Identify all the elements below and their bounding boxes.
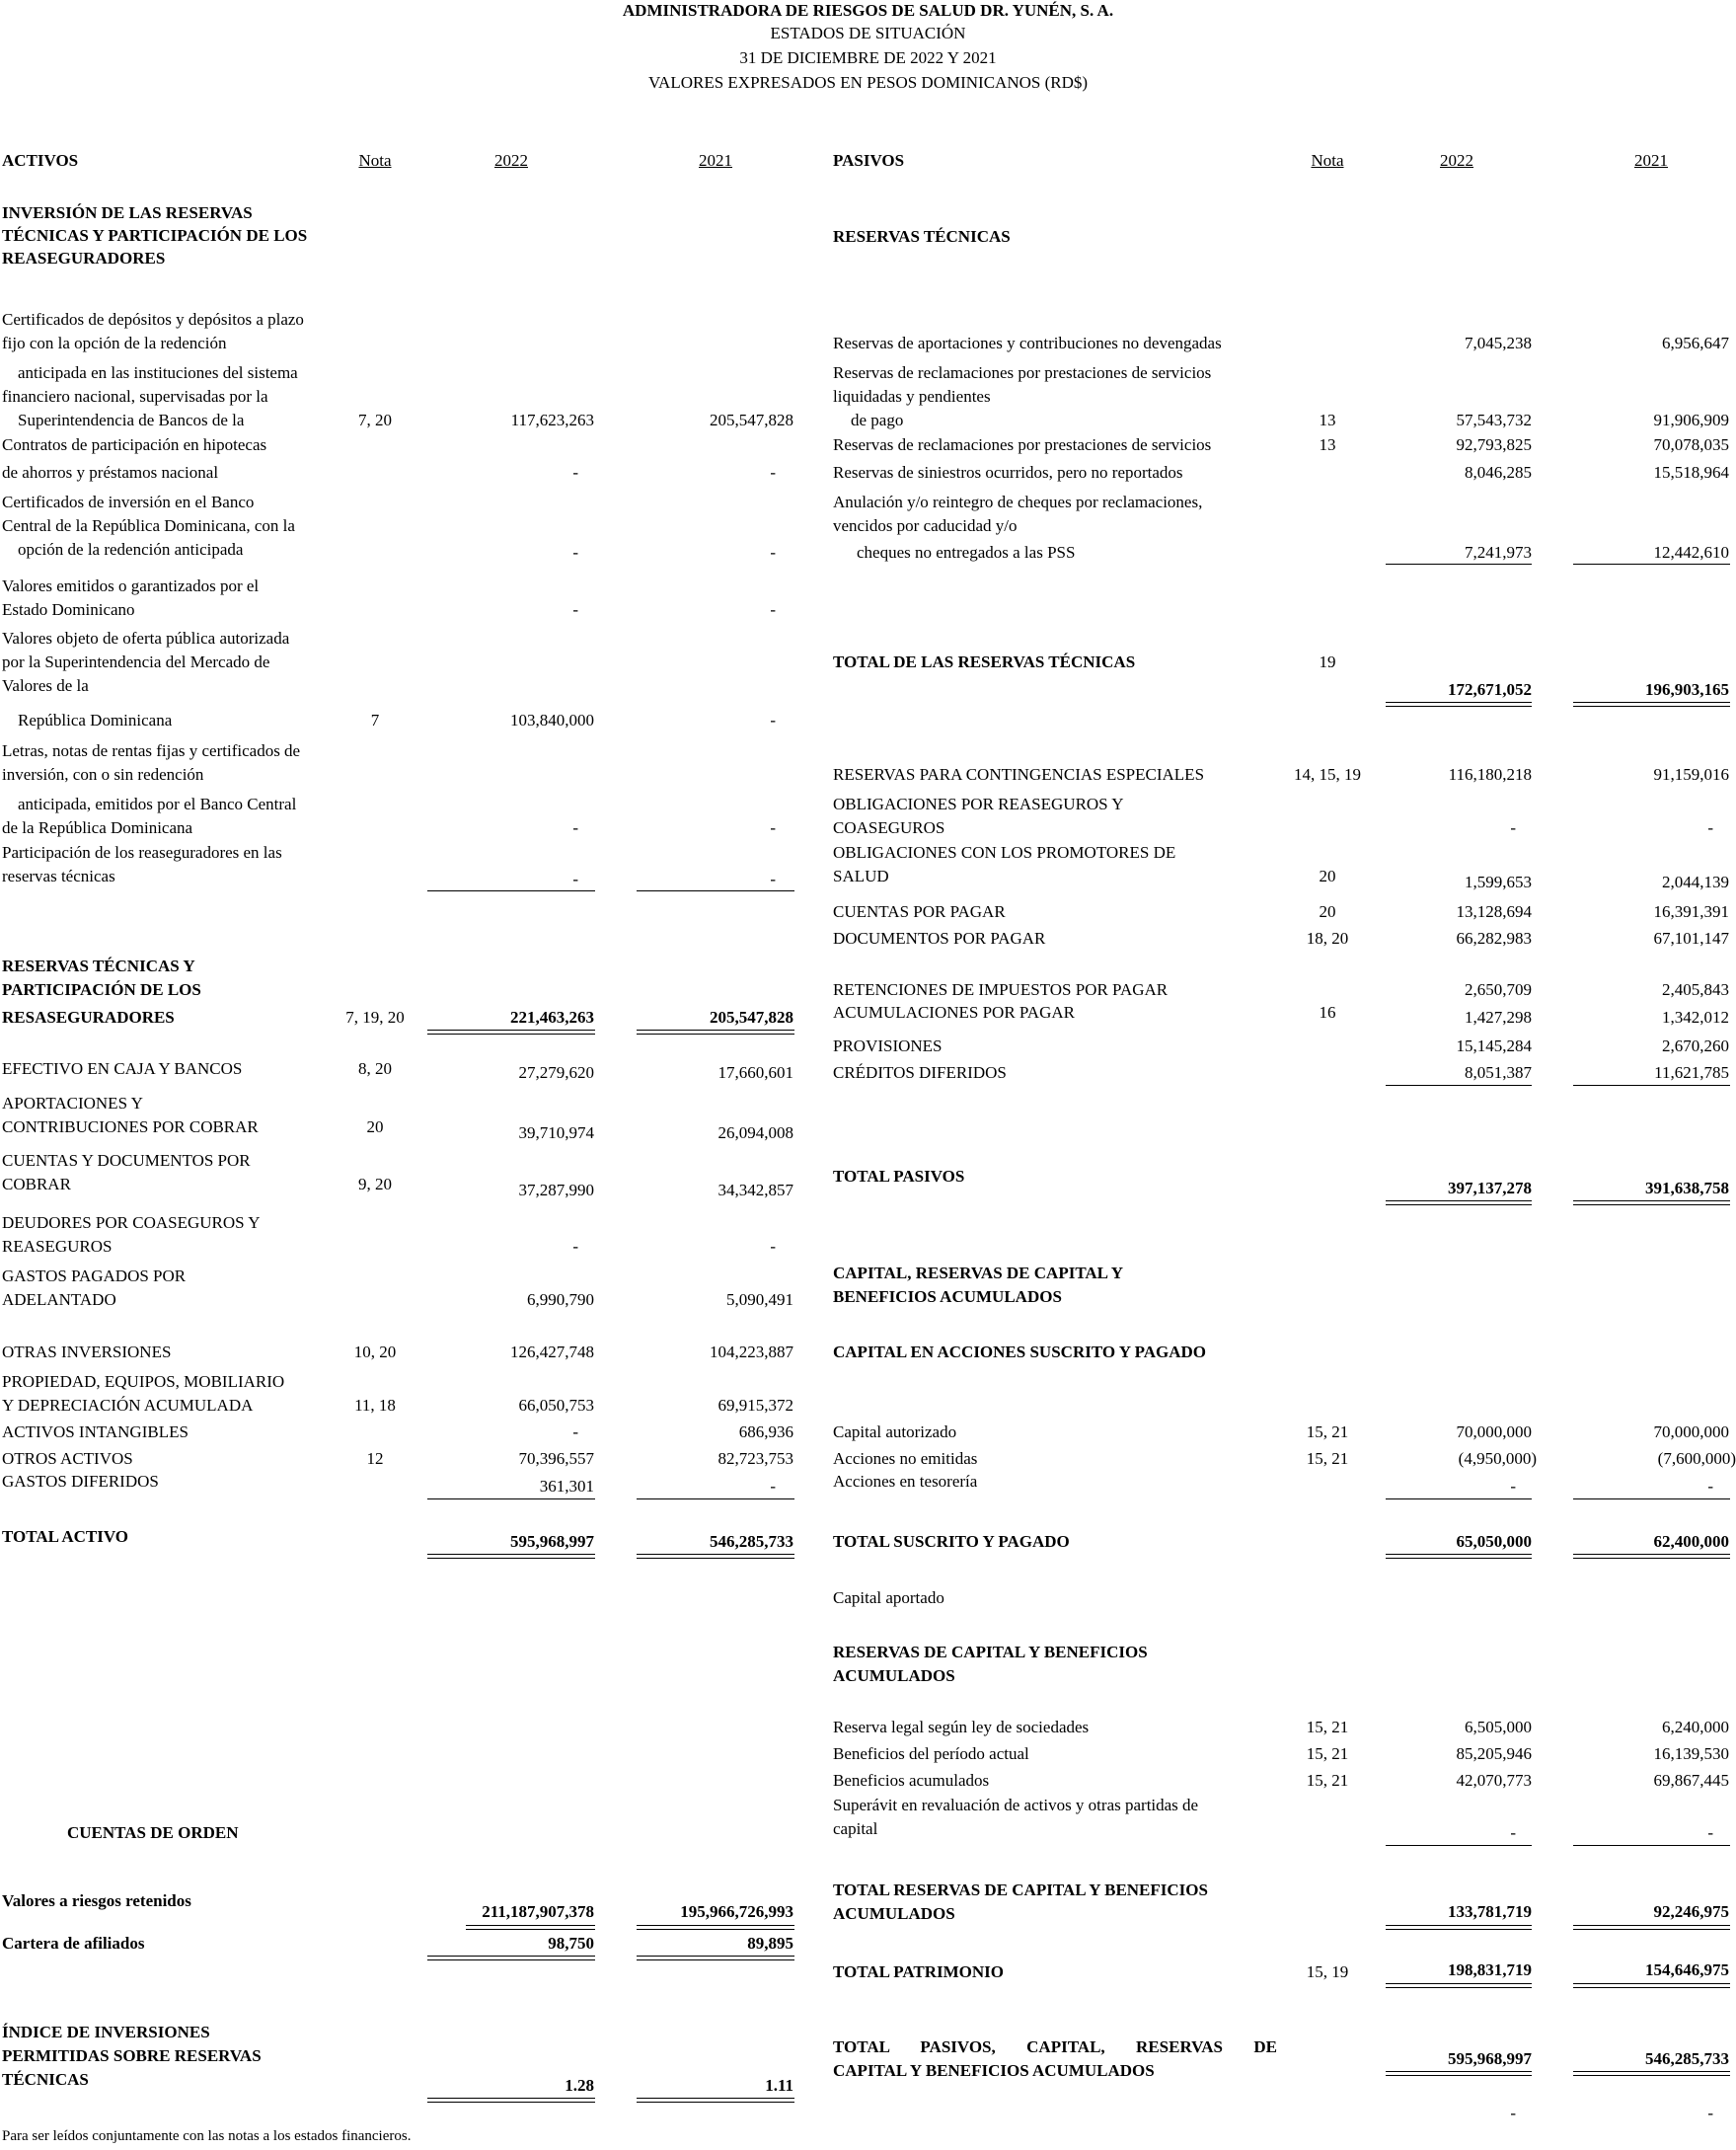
capital-autorizado-label: Capital autorizado: [833, 1422, 957, 1441]
acciones-no-emitidas-2021: (7,600,000): [1657, 1449, 1736, 1468]
reservas-capital-heading: ACUMULADOS: [833, 1666, 955, 1685]
cuentas-pagar-2021: 16,391,391: [1653, 902, 1729, 921]
total-reservas-2022: 133,781,719: [1448, 1902, 1532, 1921]
acciones-tesoreria-2022: -: [1510, 1477, 1516, 1496]
gastos-pagados-label: ADELANTADO: [2, 1290, 116, 1309]
subtotal-line: [1386, 1085, 1532, 1086]
res-reclamaciones-nota: 13: [1319, 411, 1336, 429]
cert-bc-2021: -: [770, 543, 776, 562]
anulacion-2022: 7,241,973: [1465, 543, 1532, 562]
rt-total-2021: 205,547,828: [710, 1008, 793, 1027]
deudores-2022: -: [572, 1237, 578, 1256]
total-double-line: [427, 2098, 595, 2103]
valores-estado-2021: -: [770, 600, 776, 619]
valores-riesgo-2021: 195,966,726,993: [680, 1902, 793, 1921]
res-aportaciones-label: Reservas de aportaciones y contribuciones no devengadas: [833, 334, 1222, 352]
res-aportaciones-2021: 6,956,647: [1662, 334, 1729, 352]
otros-activos-label: OTROS ACTIVOS: [2, 1449, 133, 1468]
otros-activos-nota: 12: [366, 1449, 384, 1468]
valores-estado-2022: -: [572, 600, 578, 619]
rt-total-2022: 221,463,263: [510, 1008, 594, 1027]
retenciones-label: RETENCIONES DE IMPUESTOS POR PAGAR: [833, 980, 1169, 999]
indice-label: ÍNDICE DE INVERSIONES: [2, 2023, 210, 2041]
total-double-line: [427, 1956, 595, 1960]
acciones-no-emitidas-2022: (4,950,000): [1458, 1449, 1537, 1468]
letras-2021: -: [770, 818, 776, 837]
left-col-2022: 2022: [494, 151, 528, 170]
otros-activos-2022: 70,396,557: [518, 1449, 594, 1468]
rt-total-label: PARTICIPACIÓN DE LOS: [2, 980, 201, 999]
subtotal-line: [1386, 564, 1532, 565]
letras-label: de la República Dominicana: [2, 818, 193, 837]
cert-bc-label: opción de la redención anticipada: [18, 540, 244, 559]
total-rt-label: TOTAL DE LAS RESERVAS TÉCNICAS: [833, 653, 1136, 671]
cartera-2022: 98,750: [548, 1934, 594, 1953]
superavit-2021: -: [1707, 1823, 1713, 1842]
indice-label: TÉCNICAS: [2, 2070, 89, 2089]
indice-label: PERMITIDAS SOBRE RESERVAS: [2, 2046, 262, 2065]
total-pasivos-capital-2022: 595,968,997: [1448, 2049, 1532, 2068]
oferta-publica-label: Valores de la: [2, 676, 89, 695]
total-pasivos-capital-2021: 546,285,733: [1645, 2049, 1729, 2068]
anulacion-2021: 12,442,610: [1653, 543, 1729, 562]
efectivo-2021: 17,660,601: [717, 1063, 793, 1082]
reservas-capital-heading: RESERVAS DE CAPITAL Y BENEFICIOS: [833, 1643, 1148, 1661]
capital-autorizado-nota: 15, 21: [1306, 1422, 1349, 1441]
final-2022: -: [1510, 2104, 1516, 2122]
documentos-pagar-2021: 67,101,147: [1653, 929, 1729, 948]
cert-dep-label: financiero nacional, supervisadas por la: [2, 387, 268, 406]
gastos-pagados-2022: 6,990,790: [527, 1290, 594, 1309]
rt-total-label: RESASEGURADORES: [2, 1008, 175, 1027]
beneficios-periodo-label: Beneficios del período actual: [833, 1744, 1029, 1763]
oblig-promotores-label: SALUD: [833, 867, 889, 885]
retenciones-2022: 2,650,709: [1465, 980, 1532, 999]
oblig-promotores-label: OBLIGACIONES CON LOS PROMOTORES DE: [833, 843, 1176, 862]
acumulaciones-nota: 16: [1319, 1003, 1336, 1022]
res-siniestros-label: Reservas de siniestros ocurridos, pero no reportados: [833, 463, 1183, 482]
total-patrimonio-nota: 15, 19: [1306, 1962, 1349, 1981]
propiedad-label: PROPIEDAD, EQUIPOS, MOBILIARIO: [2, 1372, 285, 1391]
right-col-2022: 2022: [1440, 151, 1473, 170]
capital-heading: CAPITAL, RESERVAS DE CAPITAL Y: [833, 1264, 1123, 1282]
total-rt-2021: 196,903,165: [1645, 680, 1729, 699]
provisiones-2021: 2,670,260: [1662, 1037, 1729, 1055]
indice-2021: 1.11: [765, 2076, 793, 2095]
valores-estado-label: Valores emitidos o garantizados por el: [2, 576, 260, 595]
activos-heading: ACTIVOS: [2, 151, 79, 170]
cuentas-pagar-nota: 20: [1319, 902, 1336, 921]
contingencias-nota: 14, 15, 19: [1294, 765, 1361, 784]
provisiones-2022: 15,145,284: [1456, 1037, 1532, 1055]
cuentas-cobrar-nota: 9, 20: [358, 1175, 392, 1193]
cert-dep-2022: 117,623,263: [510, 411, 594, 429]
total-patrimonio-2021: 154,646,975: [1645, 1960, 1729, 1979]
cert-dep-2021: 205,547,828: [710, 411, 793, 429]
oferta-publica-2021: -: [770, 711, 776, 729]
acciones-no-emitidas-nota: 15, 21: [1306, 1449, 1349, 1468]
total-activo-2021: 546,285,733: [710, 1532, 793, 1551]
res-reclamaciones-label: de pago: [851, 411, 904, 429]
anulacion-label: vencidos por caducidad y/o: [833, 516, 1018, 535]
cuentas-cobrar-label: CUENTAS Y DOCUMENTOS POR: [2, 1151, 251, 1170]
res-siniestros-2021: 15,518,964: [1653, 463, 1729, 482]
total-rt-2022: 172,671,052: [1448, 680, 1532, 699]
subtotal-line: [1386, 1845, 1532, 1846]
cuentas-pagar-label: CUENTAS POR PAGAR: [833, 902, 1006, 921]
anulacion-label: Anulación y/o reintegro de cheques por reclamaciones,: [833, 493, 1203, 511]
capital-acciones-heading: CAPITAL EN ACCIONES SUSCRITO Y PAGADO: [833, 1343, 1207, 1361]
propiedad-2022: 66,050,753: [518, 1396, 594, 1415]
acciones-tesoreria-label: Acciones en tesorería: [833, 1472, 978, 1491]
total-suscrito-2022: 65,050,000: [1456, 1532, 1532, 1551]
total-double-line: [637, 1956, 794, 1960]
hipotecas-2021: -: [770, 463, 776, 482]
total-reservas-label: ACUMULADOS: [833, 1904, 955, 1923]
reserva-legal-2022: 6,505,000: [1465, 1718, 1532, 1736]
oferta-publica-label: República Dominicana: [18, 711, 173, 729]
anulacion-label: cheques no entregados a las PSS: [857, 543, 1076, 562]
total-rt-nota: 19: [1319, 653, 1336, 671]
oferta-publica-label: por la Superintendencia del Mercado de: [2, 653, 270, 671]
gastos-diferidos-2022: 361,301: [539, 1477, 594, 1496]
beneficios-acumulados-2021: 69,867,445: [1653, 1771, 1729, 1790]
cartera-2021: 89,895: [747, 1934, 793, 1953]
res-reclamaciones-2022: 57,543,732: [1456, 411, 1532, 429]
creditos-diferidos-2022: 8,051,387: [1465, 1063, 1532, 1082]
res-reclamaciones-label: liquidadas y pendientes: [833, 387, 991, 406]
hipotecas-label: Contratos de participación en hipotecas: [2, 435, 267, 454]
cuentas-cobrar-2022: 37,287,990: [518, 1181, 594, 1199]
participacion-2022: -: [572, 870, 578, 888]
statement-title: ESTADOS DE SITUACIÓN: [770, 24, 966, 42]
gastos-pagados-label: GASTOS PAGADOS POR: [2, 1267, 187, 1285]
cert-bc-2022: -: [572, 543, 578, 562]
cert-dep-label: Superintendencia de Bancos de la: [18, 411, 245, 429]
subtotal-line: [1573, 1845, 1730, 1846]
oblig-promotores-2021: 2,044,139: [1662, 873, 1729, 891]
valores-estado-label: Estado Dominicano: [2, 600, 135, 619]
total-double-line: [1573, 1925, 1730, 1930]
gastos-pagados-2021: 5,090,491: [726, 1290, 793, 1309]
creditos-diferidos-2021: 11,621,785: [1654, 1063, 1729, 1082]
total-double-line: [637, 1925, 794, 1930]
superavit-label: capital: [833, 1819, 878, 1838]
reserva-legal-label: Reserva legal según ley de sociedades: [833, 1718, 1090, 1736]
valores-riesgo-2022: 211,187,907,378: [482, 1902, 594, 1921]
total-double-line: [1386, 1200, 1532, 1205]
participacion-2021: -: [770, 870, 776, 888]
subtotal-line: [637, 1498, 794, 1499]
statement-date: 31 DE DICIEMBRE DE 2022 Y 2021: [739, 48, 997, 67]
total-suscrito-2021: 62,400,000: [1653, 1532, 1729, 1551]
contingencias-2021: 91,159,016: [1653, 765, 1729, 784]
cuentas-cobrar-label: COBRAR: [2, 1175, 71, 1193]
intangibles-2022: -: [572, 1422, 578, 1441]
efectivo-2022: 27,279,620: [518, 1063, 594, 1082]
hipotecas-label: de ahorros y préstamos nacional: [2, 463, 219, 482]
acciones-tesoreria-2021: -: [1707, 1477, 1713, 1496]
contingencias-label: RESERVAS PARA CONTINGENCIAS ESPECIALES: [833, 765, 1205, 784]
letras-label: Letras, notas de rentas fijas y certificados de: [2, 741, 301, 760]
final-2021: -: [1707, 2104, 1713, 2122]
total-double-line: [1573, 702, 1730, 707]
participacion-label: reservas técnicas: [2, 867, 115, 885]
res-reclamaciones-2021: 91,906,909: [1653, 411, 1729, 429]
total-pasivos-2021: 391,638,758: [1645, 1179, 1729, 1197]
cert-dep-label: fijo con la opción de la redención: [2, 334, 227, 352]
total-double-line: [1573, 1554, 1730, 1559]
subtotal-line: [427, 890, 595, 891]
total-reservas-2021: 92,246,975: [1653, 1902, 1729, 1921]
currency-note: VALORES EXPRESADOS EN PESOS DOMINICANOS (RD$): [647, 73, 1089, 92]
superavit-label: Superávit en revaluación de activos y otras partidas de: [833, 1796, 1199, 1814]
otras-inversiones-label: OTRAS INVERSIONES: [2, 1343, 172, 1361]
oblig-reaseguros-2022: -: [1510, 818, 1516, 837]
total-double-line: [1573, 2071, 1730, 2076]
intangibles-2021: 686,936: [738, 1422, 793, 1441]
res-servicios-2022: 92,793,825: [1456, 435, 1532, 454]
deudores-2021: -: [770, 1237, 776, 1256]
total-activo-2022: 595,968,997: [510, 1532, 594, 1551]
oferta-publica-nota: 7: [370, 711, 380, 729]
reserva-legal-nota: 15, 21: [1306, 1718, 1349, 1736]
oblig-promotores-2022: 1,599,653: [1465, 873, 1532, 891]
right-col-nota: Nota: [1311, 151, 1344, 170]
cert-bc-label: Certificados de inversión en el Banco: [2, 493, 255, 511]
valores-riesgo-label: Valores a riesgos retenidos: [2, 1891, 191, 1910]
cert-bc-label: Central de la República Dominicana, con la: [2, 516, 295, 535]
left-col-nota: Nota: [358, 151, 392, 170]
capital-heading: BENEFICIOS ACUMULADOS: [833, 1287, 1062, 1306]
subtotal-line: [1573, 564, 1730, 565]
total-double-line: [1386, 1983, 1532, 1988]
acumulaciones-2021: 1,342,012: [1662, 1008, 1729, 1027]
participacion-label: Participación de los reaseguradores en las: [2, 843, 282, 862]
acciones-no-emitidas-label: Acciones no emitidas: [833, 1449, 978, 1468]
propiedad-label: Y DEPRECIACIÓN ACUMULADA: [2, 1396, 254, 1415]
oblig-reaseguros-label: OBLIGACIONES POR REASEGUROS Y: [833, 795, 1124, 813]
gastos-diferidos-2021: -: [770, 1477, 776, 1496]
subtotal-line: [1573, 1085, 1730, 1086]
inversion-section-title: INVERSIÓN DE LAS RESERVAS TÉCNICAS Y PARTICIPACIÓN DE LOS REASEGURADORES: [2, 203, 308, 268]
total-double-line: [427, 1030, 595, 1035]
res-servicios-label: Reservas de reclamaciones por prestaciones de servicios: [833, 435, 1212, 454]
total-patrimonio-label: TOTAL PATRIMONIO: [833, 1962, 1005, 1981]
total-pasivos-capital-label: CAPITAL Y BENEFICIOS ACUMULADOS: [833, 2061, 1155, 2080]
subtotal-line: [637, 890, 794, 891]
acumulaciones-2022: 1,427,298: [1465, 1008, 1532, 1027]
subtotal-line: [1573, 1498, 1730, 1499]
subtotal-line: [427, 1498, 595, 1499]
total-double-line: [1386, 702, 1532, 707]
total-double-line: [1386, 2071, 1532, 2076]
total-double-line: [466, 1925, 595, 1930]
total-double-line: [637, 2098, 794, 2103]
aportaciones-cobrar-2022: 39,710,974: [518, 1123, 594, 1142]
total-double-line: [1573, 1200, 1730, 1205]
total-suscrito-label: TOTAL SUSCRITO Y PAGADO: [833, 1532, 1070, 1551]
res-siniestros-2022: 8,046,285: [1465, 463, 1532, 482]
total-double-line: [1573, 1983, 1730, 1988]
left-col-2021: 2021: [699, 151, 732, 170]
oferta-publica-2022: 103,840,000: [510, 711, 594, 729]
reservas-tecnicas-heading: RESERVAS TÉCNICAS: [833, 227, 1011, 246]
deudores-label: REASEGUROS: [2, 1237, 113, 1256]
total-double-line: [1386, 1925, 1532, 1930]
gastos-diferidos-label: GASTOS DIFERIDOS: [2, 1472, 159, 1491]
total-double-line: [427, 1554, 595, 1559]
total-double-line: [637, 1030, 794, 1035]
propiedad-nota: 11, 18: [354, 1396, 396, 1415]
total-double-line: [637, 1554, 794, 1559]
oblig-reaseguros-2021: -: [1707, 818, 1713, 837]
oblig-promotores-nota: 20: [1319, 867, 1336, 885]
propiedad-2021: 69,915,372: [717, 1396, 793, 1415]
otras-inversiones-nota: 10, 20: [353, 1343, 397, 1361]
letras-label: inversión, con o sin redención: [2, 765, 204, 784]
rt-total-nota: 7, 19, 20: [345, 1008, 405, 1027]
cuentas-orden-heading: CUENTAS DE ORDEN: [67, 1823, 239, 1842]
creditos-diferidos-label: CRÉDITOS DIFERIDOS: [833, 1063, 1007, 1082]
reserva-legal-2021: 6,240,000: [1662, 1718, 1729, 1736]
total-reservas-label: TOTAL RESERVAS DE CAPITAL Y BENEFICIOS: [833, 1881, 1208, 1899]
subtotal-line: [1386, 1498, 1532, 1499]
total-patrimonio-2022: 198,831,719: [1448, 1960, 1532, 1979]
pasivos-heading: PASIVOS: [833, 151, 905, 170]
deudores-label: DEUDORES POR COASEGUROS Y: [2, 1213, 261, 1232]
res-aportaciones-2022: 7,045,238: [1465, 334, 1532, 352]
documentos-pagar-2022: 66,282,983: [1456, 929, 1532, 948]
retenciones-2021: 2,405,843: [1662, 980, 1729, 999]
cert-dep-nota: 7, 20: [358, 411, 392, 429]
documentos-pagar-label: DOCUMENTOS POR PAGAR: [833, 929, 1046, 948]
aportaciones-cobrar-label: APORTACIONES Y: [2, 1094, 143, 1113]
res-reclamaciones-label: Reservas de reclamaciones por prestaciones de servicios: [833, 363, 1212, 382]
right-col-2021: 2021: [1634, 151, 1668, 170]
contingencias-2022: 116,180,218: [1448, 765, 1532, 784]
total-pasivos-capital-label: TOTAL PASIVOS, CAPITAL, RESERVAS DE: [833, 2037, 1277, 2056]
capital-autorizado-2022: 70,000,000: [1456, 1422, 1532, 1441]
otros-activos-2021: 82,723,753: [717, 1449, 793, 1468]
rt-total-label: RESERVAS TÉCNICAS Y: [2, 957, 195, 975]
aportaciones-cobrar-label: CONTRIBUCIONES POR COBRAR: [2, 1117, 259, 1136]
beneficios-periodo-2021: 16,139,530: [1653, 1744, 1729, 1763]
res-servicios-2021: 70,078,035: [1653, 435, 1729, 454]
otras-inversiones-2022: 126,427,748: [510, 1343, 594, 1361]
aportaciones-cobrar-nota: 20: [366, 1117, 384, 1136]
cartera-label: Cartera de afiliados: [2, 1934, 145, 1953]
letras-2022: -: [572, 818, 578, 837]
company-name: ADMINISTRADORA DE RIESGOS DE SALUD DR. YUNÉN, S. A.: [622, 1, 1114, 20]
efectivo-label: EFECTIVO EN CAJA Y BANCOS: [2, 1059, 243, 1078]
beneficios-acumulados-nota: 15, 21: [1306, 1771, 1349, 1790]
total-pasivos-label: TOTAL PASIVOS: [833, 1167, 965, 1186]
cert-dep-label: anticipada en las instituciones del sistema: [18, 363, 298, 382]
hipotecas-2022: -: [572, 463, 578, 482]
cert-dep-label: Certificados de depósitos y depósitos a plazo: [2, 310, 304, 329]
beneficios-acumulados-label: Beneficios acumulados: [833, 1771, 990, 1790]
oferta-publica-label: Valores objeto de oferta pública autorizada: [2, 629, 290, 648]
aportaciones-cobrar-2021: 26,094,008: [717, 1123, 793, 1142]
capital-aportado-label: Capital aportado: [833, 1588, 944, 1607]
provisiones-label: PROVISIONES: [833, 1037, 943, 1055]
documentos-pagar-nota: 18, 20: [1306, 929, 1349, 948]
cuentas-cobrar-2021: 34,342,857: [717, 1181, 793, 1199]
letras-label: anticipada, emitidos por el Banco Central: [18, 795, 297, 813]
footnote: Para ser leídos conjuntamente con las notas a los estados financieros.: [2, 2128, 412, 2144]
intangibles-label: ACTIVOS INTANGIBLES: [2, 1422, 189, 1441]
total-double-line: [1386, 1554, 1532, 1559]
beneficios-periodo-2022: 85,205,946: [1456, 1744, 1532, 1763]
total-pasivos-2022: 397,137,278: [1448, 1179, 1532, 1197]
cuentas-pagar-2022: 13,128,694: [1456, 902, 1532, 921]
otras-inversiones-2021: 104,223,887: [710, 1343, 793, 1361]
capital-autorizado-2021: 70,000,000: [1653, 1422, 1729, 1441]
oblig-reaseguros-label: COASEGUROS: [833, 818, 945, 837]
indice-2022: 1.28: [565, 2076, 594, 2095]
beneficios-acumulados-2022: 42,070,773: [1456, 1771, 1532, 1790]
res-servicios-nota: 13: [1319, 435, 1336, 454]
beneficios-periodo-nota: 15, 21: [1306, 1744, 1349, 1763]
acumulaciones-label: ACUMULACIONES POR PAGAR: [833, 1003, 1075, 1022]
superavit-2022: -: [1510, 1823, 1516, 1842]
total-activo-label: TOTAL ACTIVO: [2, 1527, 128, 1546]
efectivo-nota: 8, 20: [358, 1059, 392, 1078]
